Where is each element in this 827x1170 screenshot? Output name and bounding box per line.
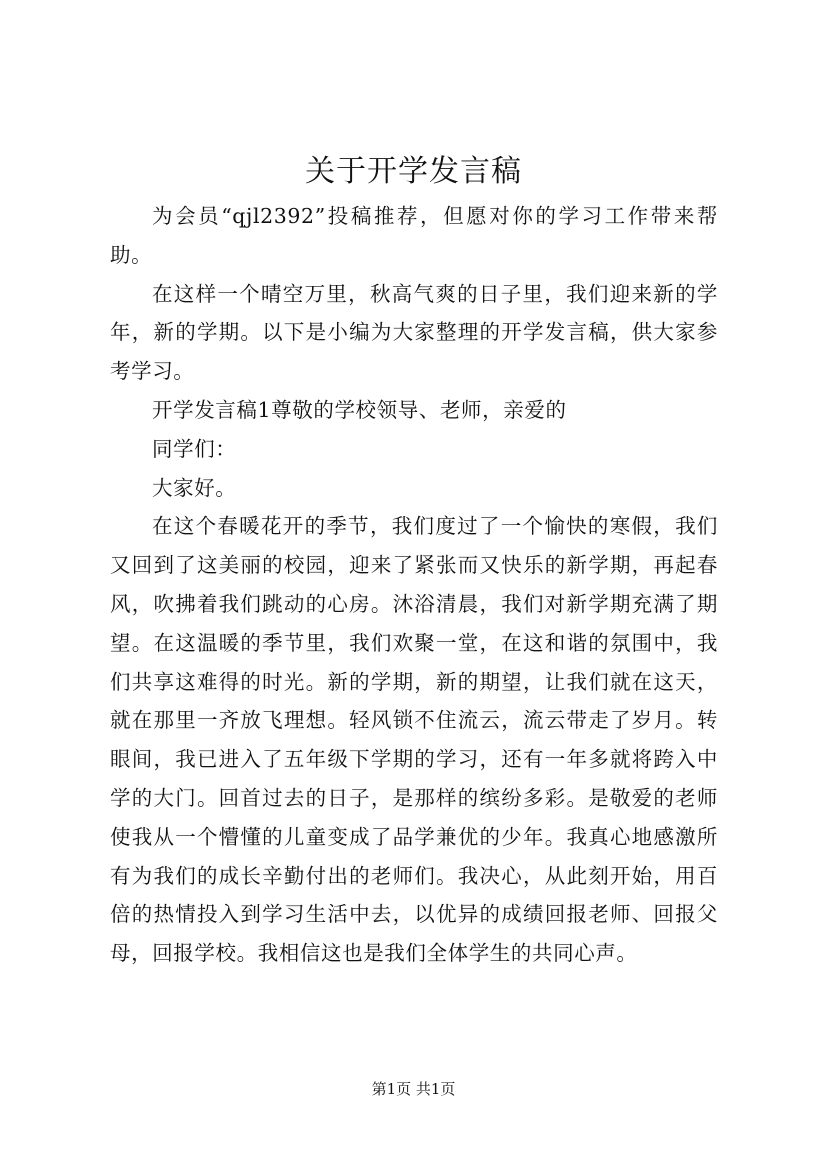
page-number-footer: 第1页 共1页 bbox=[371, 1080, 456, 1098]
paragraph-speech-body: 在这个春暖花开的季节，我们度过了一个愉快的寒假，我们又回到了这美丽的校园，迎来了紧张而又快乐的新学期，再起春风，吹拂着我们跳动的心房。沐浴清晨，我们对新学期充满了期望。在这温暖的季节里，我们欢聚一堂，在这和谐的氛围中，我们共享这难得的时光。新的学期，新的期望，让我们就在这天，就在那里一齐放飞理想。轻风锁不住流云，流云带走了岁月。转眼间，我已进入了五年级下学期的学习，还有一年多就将跨入中学的大门。回首过去的日子，是那样的缤纷多彩。是敬爱的老师使我从一个懵懂的儿童变成了品学兼优的少年。我真心地感激所有为我们的成长辛勤付出的老师们。我决心，从此刻开始，用百倍的热情投入到学习生活中去，以优异的成绩回报老师、回报父母，回报学校。我相信这也是我们全体学生的共同心声。 bbox=[110, 514, 718, 966]
document-body bbox=[110, 197, 718, 973]
paragraph-greeting: 大家好。 bbox=[152, 475, 237, 500]
paragraph-salutation: 开学发言稿1尊敬的学校领导、老师，亲爱的 bbox=[152, 397, 567, 422]
paragraph-classmates: 同学们： bbox=[152, 436, 237, 461]
document-title: 关于开学发言稿 bbox=[305, 154, 522, 189]
paragraph-intro: 为会员“qjl2392”投稿推荐，但愿对你的学习工作带来帮助。 bbox=[110, 204, 718, 267]
paragraph-preface: 在这样一个晴空万里，秋高气爽的日子里，我们迎来新的学年，新的学期。以下是小编为大家整理的开学发言稿，供大家参考学习。 bbox=[110, 281, 718, 384]
